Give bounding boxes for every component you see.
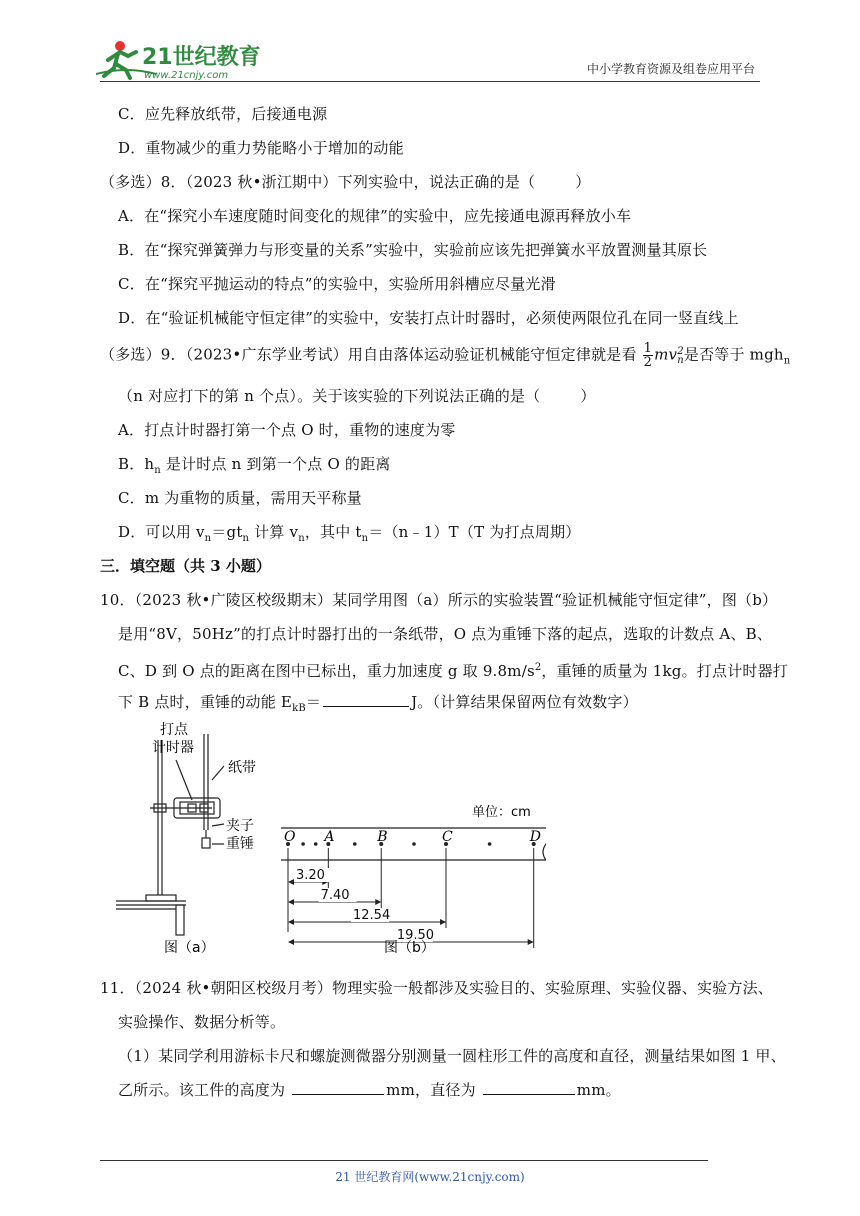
dimension-label: 12.54 [353,908,391,923]
q11-line-4-post: mm。 [576,1081,621,1099]
q8-option-d: D．在“验证机械能守恒定律”的实验中，安装打点计时器时，必须使两限位孔在同一竖直线上 [118,309,739,327]
fig-b-caption: 图（b） [384,940,435,956]
q9-cont-text: （n 对应打下的第 n 个点）。关于该实验的下列说法正确的是（ [118,387,541,405]
q10-line-3 [118,658,788,681]
q11-line-2: 实验操作、数据分析等。 [118,1013,286,1031]
q10-line-4-mid: ＝ [305,693,322,711]
q11-height-blank[interactable] [292,1080,384,1095]
q9-d-4: ，其中 t [304,523,362,541]
tape-point-labels [284,829,541,845]
dimension-arrow-icon [288,939,294,945]
q7-option-d: D．重物减少的重力势能略小于增加的动能 [118,139,404,157]
fig-b-unit: 单位：cm [472,805,531,820]
q9-option-a: A．打点计时器打第一个点 O 时，重物的速度为零 [118,421,456,439]
tape-label-A: A [324,829,335,845]
fig-a-label-tape: 纸带 [228,760,256,776]
q9-stem [100,342,790,372]
q10-figure-svg [116,720,546,960]
dimension-arrow-icon [288,879,294,885]
site-logo [96,40,266,86]
q9-mv-sup: 2 [677,345,684,357]
dimension-arrow-icon [288,899,294,905]
q10-line-4-sub: kB [292,703,306,714]
tape-label-O: O [284,829,296,845]
header-divider [100,81,760,82]
fig-a-label-clip: 夹子 [226,818,254,834]
q10-line-2: 是用“8V，50Hz”的打点计时器打出的一条纸带，O 点为重锤下落的起点，选取的计数点 A、B、 [118,625,773,643]
q9-b-post: 是计时点 n 到第一个点 O 的距离 [160,455,391,473]
q9-mv-sub: n [677,354,684,366]
tape-extra-dot [488,842,492,846]
fig-a-caption: 图（a） [164,940,215,956]
q11-line-1: 11．（2024 秋•朝阳区校级月考）物理实验一般都涉及实验目的、实验原理、实验仪器、实验方法、 [100,979,773,997]
q10-line-4-post: J。（计算结果保留两位有效数字） [411,693,638,711]
q9-d-5: ＝（n﹣1）T（T 为打点周期） [368,523,581,541]
fig-a-label-weight: 重锤 [226,836,254,852]
dimension-label: 3.20 [296,868,325,883]
logo-url: www.21cnjy.com [144,70,229,81]
q9-option-c: C．m 为重物的质量，需用天平称量 [118,489,362,507]
q9-stem-mid: 是否等于 mgh [683,345,784,364]
q9-d-3: 计算 v [249,523,299,541]
q10-figure [116,720,546,964]
q9-frac-num: 1 [643,341,653,356]
logo-runner-icon [96,40,266,82]
dimension-label: 7.40 [320,888,350,903]
tape-label-C: C [442,829,453,845]
dimension-arrow-icon [528,939,534,945]
header-platform-text: 中小学教育资源及组卷应用平台 [586,62,755,76]
figure-a-apparatus [116,734,224,935]
q9-b-sub: n [154,465,161,476]
fig-a-label-timer-1: 打点 [160,722,188,738]
tape-extra-dot [353,842,357,846]
q9-stem-pre: （多选）9．（2023•广东学业考试）用自由落体运动验证机械能守恒定律就是看 [100,345,637,364]
dimension-arrow-icon [288,919,294,925]
q9-cont-end: ） [580,387,596,405]
q10-line-4 [118,692,638,719]
q10-line-3-post: ，重锤的质量为 1kg。打点计时器打 [541,662,789,680]
q9-d-1: D．可以用 v [118,523,205,541]
q9-stem-cont [118,386,596,406]
q7-option-c: C．应先释放纸带，后接通电源 [118,105,328,123]
tape-label-D: D [529,829,541,845]
q9-option-b [118,454,391,481]
q10-line-3-pre: C、D 到 O 点的距离在图中已标出，重力加速度 g 取 9.8m/s [118,662,535,680]
q10-line-1: 10．（2023 秋•广陵区校级期末）某同学用图（a）所示的实验装置“验证机械能守恒定律”，图（b） [100,591,778,609]
q8-option-a: A．在“探究小车速度随时间变化的规律”的实验中，应先接通电源再释放小车 [118,207,632,225]
logo-text: 21世纪教育 [142,45,261,70]
dimension-arrow-icon [440,919,446,925]
dimension-arrow-icon [375,899,381,905]
tape-extra-dot [314,842,318,846]
tape-label-B: B [377,829,388,845]
q8-stem [100,172,590,192]
q9-frac-den: 2 [643,355,653,370]
tape-extra-dot [412,842,416,846]
q9-d-s2: n [242,533,250,544]
fig-a-label-timer-2: 计时器 [152,740,194,756]
q9-fraction [643,342,653,369]
q8-option-b: B．在“探究弹簧弹力与形变量的关系”实验中，实验前应该先把弹簧水平放置测量其原长 [118,241,708,259]
q10-line-4-pre: 下 B 点时，重锤的动能 E [118,693,293,711]
footer-divider [100,1160,708,1161]
q11-line-4 [118,1080,621,1100]
q10-line-3-sup: 2 [534,662,542,673]
q11-line-4-pre: 乙所示。该工件的高度为 [118,1081,291,1099]
q11-line-3: （1）某同学利用游标卡尺和螺旋测微器分别测量一圆柱形工件的高度和直径，测量结果如图 1 甲、 [118,1047,786,1065]
footer-site-text: 21 世纪教育网(www.21cnjy.com) [335,1170,525,1184]
q9-option-d [118,522,580,549]
q11-diameter-blank[interactable] [483,1080,575,1095]
q9-d-s4: n [361,533,369,544]
q9-d-2: ＝gt [211,523,243,541]
dimension-label: 19.50 [396,928,435,943]
q9-d-s3: n [298,533,305,544]
q9-stem-sub: n [783,355,791,367]
q8-stem-end: ） [575,173,591,191]
q10-answer-blank[interactable] [323,692,409,707]
q9-d-s1: n [204,533,212,544]
q11-line-4-mid: mm，直径为 [386,1081,481,1099]
tape-dimensions [288,848,534,948]
tape-extra-dot [301,842,305,846]
q9-mv: mv [654,345,678,364]
q8-stem-text: （多选）8．（2023 秋•浙江期中）下列实验中，说法正确的是（ [100,173,536,191]
section-heading-fill-in: 三．填空题（共 3 小题） [100,557,271,575]
q8-option-c: C．在“探究平抛运动的特点”的实验中，实验所用斜槽应尽量光滑 [118,275,556,293]
q9-b-pre: B．h [118,455,155,473]
